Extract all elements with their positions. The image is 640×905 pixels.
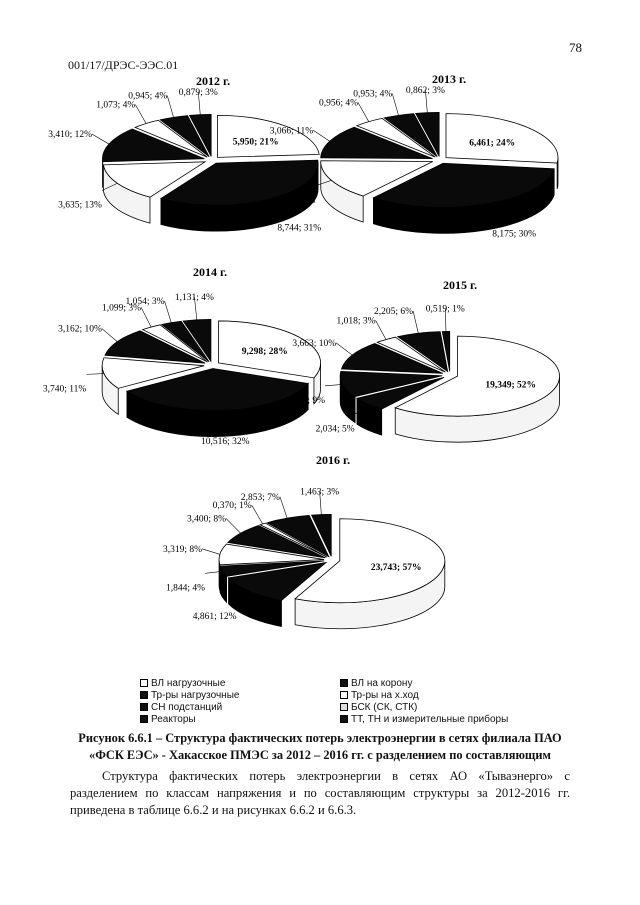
leader-line [141, 307, 151, 327]
pie-chart [48, 74, 321, 233]
body-paragraph [70, 768, 570, 819]
chart-title: 2013 г. [432, 72, 467, 86]
slice-label: 3,340; 9% [285, 395, 326, 406]
slice-label: 8,175; 30% [492, 229, 537, 240]
leader-line [313, 130, 330, 141]
legend-item [340, 702, 417, 713]
leader-line [167, 96, 173, 118]
legend-item [340, 714, 508, 725]
legend-swatch [140, 679, 148, 687]
legend-swatch [340, 691, 348, 699]
pie-chart [163, 453, 445, 629]
leader-line [252, 505, 263, 524]
slice-label: 9,298; 28% [241, 346, 288, 357]
slice-label: 3,740; 11% [42, 384, 87, 395]
leader-line [165, 301, 172, 323]
slice-label: 1,131; 4% [174, 293, 214, 304]
legend-swatch [340, 715, 348, 723]
pie-chart [270, 72, 558, 240]
chart-title: 2014 г. [193, 265, 228, 279]
slice-label: 0,370; 1% [212, 501, 252, 512]
leader-line [336, 343, 352, 355]
chart-title: 2016 г. [316, 453, 351, 467]
legend-label: ВЛ нагрузочные [151, 678, 226, 689]
slice-label: 3,635; 13% [58, 200, 102, 211]
slice-label: 0,945; 4% [128, 91, 168, 102]
leader-line [413, 311, 418, 333]
slice-label: 3,410; 12% [48, 130, 93, 141]
leader-line [102, 329, 117, 342]
pie-slice [217, 115, 319, 157]
legend-item [140, 702, 222, 713]
legend-label: ВЛ на корону [351, 678, 413, 689]
slice-label: 2,853; 7% [240, 492, 280, 503]
slice-label: 3,663; 10% [292, 338, 337, 349]
legend-item [340, 678, 412, 689]
legend-swatch [340, 679, 348, 687]
legend-item [140, 714, 196, 725]
leader-line [280, 497, 287, 518]
legend-swatch [140, 691, 148, 699]
slice-label: 4,861; 12% [192, 611, 237, 622]
figure-caption: Рисунок 6.6.1 – Структура фактических потерь электроэнергии в сетях филиала ПАО «ФСК ЕЭС» - Хакасское ПМЭС за 2012 – 2016 гг. с разделением по составляющим [78, 731, 562, 762]
slice-label: 3,066; 11% [269, 126, 314, 137]
slice-label: 5,950; 21% [232, 137, 279, 148]
leader-line [86, 374, 104, 375]
chart-title: 2012 г. [196, 74, 231, 88]
legend-label: ТТ, ТН и измерительные приборы [351, 714, 509, 725]
slice-label: 0,953; 4% [353, 89, 393, 100]
page-number: 78 [569, 40, 582, 55]
legend-item [340, 690, 419, 701]
slice-label: 1,099; 3% [102, 303, 142, 314]
leader-line [358, 103, 369, 122]
legend-label: Тр-ры на х.ход [351, 690, 419, 701]
body-paragraph-text: Структура фактических потерь электроэнергии в сетях АО «Тываэнерго» с разделением по классам напряжения и по составляющим структуры за 2012-2016 гг. приведена в таблице 6.6.2 и на рисунках 6.6.2 и 6.6.3. [70, 769, 570, 817]
slice-label: 0,956; 4% [319, 98, 359, 109]
slice-label: 0,519; 1% [425, 304, 465, 315]
slice-label: 0,879; 3% [178, 87, 218, 98]
slice-label: 10,516; 32% [200, 437, 250, 448]
pie-chart [286, 278, 560, 442]
slice-label: 3,400; 8% [186, 514, 227, 525]
slice-label: 3,319; 8% [162, 544, 203, 555]
slice-label: 1,844; 4% [166, 583, 206, 594]
legend-label: БСК (СК, СТК) [351, 702, 418, 713]
slice-label: 1,463; 3% [300, 487, 340, 498]
slice-label: 1,018; 3% [336, 316, 376, 327]
slice-label: 3,593; 13% [271, 195, 316, 206]
leader-line [226, 518, 241, 533]
legend-item [140, 678, 225, 689]
slice-label: 19,349; 52% [485, 380, 537, 391]
leader-line [135, 104, 146, 123]
leader-line [392, 94, 398, 116]
chart-title: 2015 г. [443, 278, 478, 292]
slice-label: 8,744; 31% [277, 223, 322, 234]
legend-label: Реакторы [151, 714, 196, 725]
legend-swatch [140, 703, 148, 711]
document-id: 001/17/ДРЭС-ЭЭС.01 [68, 58, 179, 72]
legend-item [140, 690, 239, 701]
pie-chart [43, 265, 321, 447]
legend-swatch [140, 715, 148, 723]
slice-label: 23,743; 57% [370, 562, 422, 573]
legend-label: СН подстанций [151, 702, 223, 713]
slice-label: 0,862; 3% [405, 85, 445, 96]
slice-label: 2,034; 5% [315, 424, 355, 435]
legend-label: Тр-ры нагрузочные [151, 690, 240, 701]
slice-label: 1,073; 4% [96, 100, 136, 111]
leader-line [92, 134, 109, 144]
legend-swatch [340, 703, 348, 711]
leader-line [376, 320, 386, 339]
slice-label: 3,162; 10% [58, 324, 102, 335]
leader-line [202, 549, 220, 555]
slice-label: 2,205; 6% [374, 307, 414, 318]
slice-label: 6,461; 24% [469, 138, 516, 149]
slice-label: 1,054; 3% [125, 297, 165, 308]
